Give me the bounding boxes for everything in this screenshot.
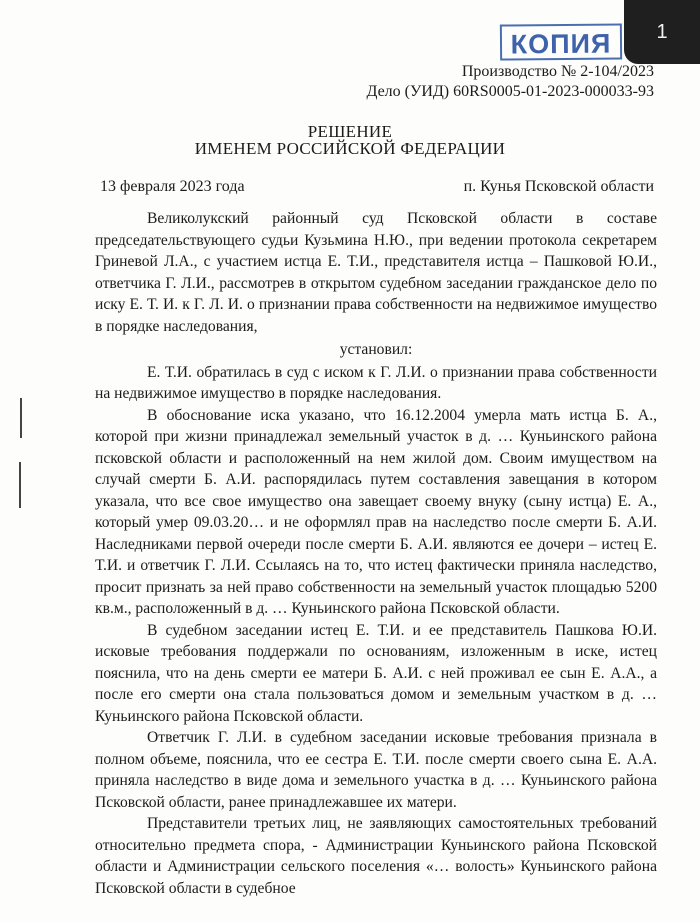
paragraph-claim: Е. Т.И. обратилась в суд с иском к Г. Л.И. о признании права собственности на недвижимое имущество в порядке наследования. bbox=[95, 363, 657, 402]
case-number: Производство № 2-104/2023 bbox=[461, 63, 654, 80]
copy-stamp: КОПИЯ bbox=[500, 23, 622, 60]
decision-body bbox=[95, 208, 657, 899]
margin-mark bbox=[20, 398, 22, 438]
paragraph-defendant-hearing: Ответчик Г. Л.И. в судебном заседании исковые требования признала в полном объеме, пояснила, что ее сестра Е. Т.И. после смерти своего сына Е. А.А. приняла наследство в виде дома и земельного участка в д. … Куньинского района Псковской области, ранее принадлежавшее их матери. bbox=[95, 729, 657, 811]
heading-established: установил: bbox=[339, 341, 413, 358]
decision-date: 13 февраля 2023 года bbox=[100, 178, 245, 195]
case-uid: Дело (УИД) 60RS0005-01-2023-000033-93 bbox=[366, 83, 654, 100]
paragraph-grounds: В обоснование иска указано, что 16.12.2004 умерла мать истца Б. А., которой при жизни принадлежал земельный участок в д. … Куньинского района псковской области и расположенный на нем жилой дом. Своим имуществом на случай смерти Б. А.И. распорядилась путем составления завещания в котором указала, что все свое имущество она завещает своему внуку (сыну истца) Е. А., который умер 09.03.20… и не оформлял прав на наследство после смерти Б. А.И. Наследниками первой очереди после смерти Б. А.И. являются ее дочери – истец Е. Т.И. и ответчик Г. Л.И. Ссылаясь на то, что истец фактически приняла наследство, просит признать за ней право собственности на земельный участок площадью 5200 кв.м., расположенный в д. … Куньинского района Псковской области. bbox=[95, 406, 657, 617]
paragraph-third-parties: Представители третьих лиц, не заявляющих самостоятельных требований относительно предмета спора, - Администрации Куньинского района Псковской области и Администрации сельского поселения «… волость» Куньинского района Псковской области в судебное bbox=[95, 815, 657, 897]
page-number-badge[interactable]: 1 bbox=[624, 0, 700, 64]
document-subtitle: ИМЕНЕМ РОССИЙСКОЙ ФЕДЕРАЦИИ bbox=[194, 139, 506, 158]
paragraph-court-composition: Великолукский районный суд Псковской области в составе председательствующего судьи Кузьмина Н.Ю., при ведении протокола секретарем Гриневой Л.А., с участием истца Е. Т.И., представителя истца – Пашковой Ю.И., ответчика Г. Л.И., рассмотрев в открытом судебном заседании гражданское дело по иску Е. Т. И. к Г. Л. И. о признании права собственности на недвижимое имущество в порядке наследования, bbox=[95, 210, 657, 335]
decision-place: п. Кунья Псковской области bbox=[463, 178, 654, 195]
document-title: РЕШЕНИЕ bbox=[307, 122, 393, 141]
paragraph-plaintiff-hearing: В судебном заседании истец Е. Т.И. и ее представитель Пашкова Ю.И. исковые требования поддержали по основаниям, изложенным в иске, истец пояснила, что на день смерти ее матери Б. А.И. с ней проживал ее сын Е. А.А., а после его смерти она стала пользоваться домом и земельным участком в д. … Куньинского района Псковской области. bbox=[95, 621, 657, 725]
margin-mark bbox=[19, 462, 21, 508]
